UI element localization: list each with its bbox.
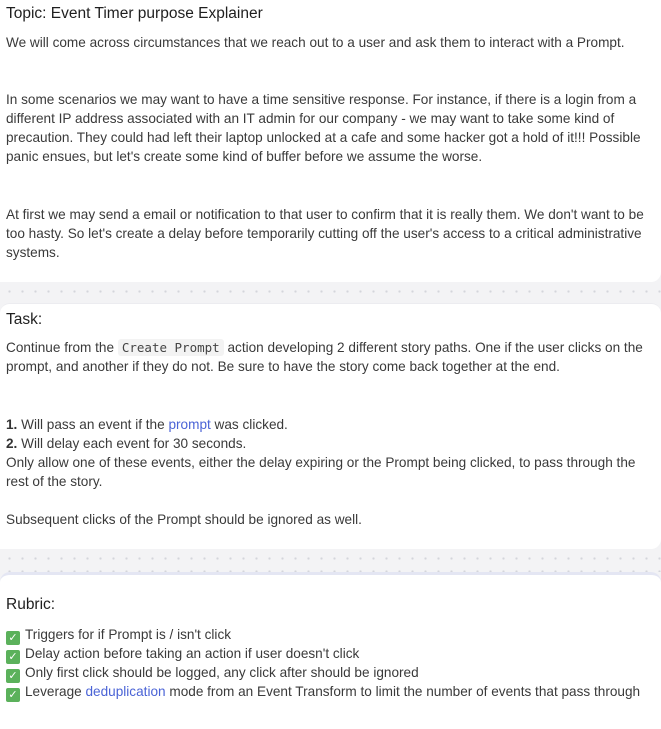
task-allow-text: Only allow one of these events, either the delay expiring or the Prompt being clicked, to pass through the rest of the story. — [6, 455, 636, 489]
check-mark-icon: ✓ — [6, 688, 20, 702]
prompt-link[interactable]: prompt — [168, 417, 211, 432]
task-step-2 — [6, 434, 654, 453]
rubric-item-text: Triggers for if Prompt is / isn't click — [25, 627, 232, 642]
task-card — [0, 303, 661, 549]
rubric-item-1 — [6, 625, 654, 645]
rubric-item-text: Delay action before taking an action if user doesn't click — [25, 646, 360, 661]
task-intro — [6, 338, 654, 376]
rubric-title: Rubric: — [6, 596, 56, 613]
task-intro-text: Continue from the — [6, 340, 118, 355]
step-1-text: Will pass an event if the — [17, 417, 169, 432]
step-1-text-2: was clicked. — [210, 417, 288, 432]
deduplication-link[interactable]: deduplication — [85, 684, 166, 699]
task-step-1 — [6, 415, 654, 434]
rubric-item-text: Leverage — [25, 684, 86, 699]
check-mark-icon: ✓ — [6, 669, 20, 683]
topic-paragraph-1: We will come across circumstances that we reach out to a user and ask them to interact with a Prompt. — [6, 35, 625, 50]
rubric-card — [0, 572, 661, 729]
rubric-item-2 — [6, 644, 654, 664]
step-2-number: 2. — [6, 436, 18, 451]
topic-title: Topic: Event Timer purpose Explainer — [6, 5, 263, 22]
topic-card — [0, 0, 661, 282]
check-mark-icon: ✓ — [6, 650, 20, 664]
create-prompt-code: Create Prompt — [118, 339, 224, 356]
check-mark-icon: ✓ — [6, 631, 20, 645]
task-subsequent-text: Subsequent clicks of the Prompt should be ignored as well. — [6, 512, 362, 527]
rubric-item-4 — [6, 682, 654, 702]
rubric-item-text: Only first click should be logged, any click after should be ignored — [25, 665, 419, 680]
rubric-item-text-2: mode from an Event Transform to limit the number of events that pass through — [165, 684, 641, 699]
task-intro-text-2: action developing 2 different story paths. One if the user clicks on the prompt, and another if they do not. Be sure to have the story come back together at the end. — [6, 340, 643, 374]
task-title: Task: — [6, 311, 43, 328]
topic-paragraph-3: At first we may send a email or notification to that user to confirm that it is really them. We don't want to be too hasty. So let's create a delay before temporarily cutting off the user's access to a critical administrative systems. — [6, 207, 644, 260]
rubric-item-3 — [6, 663, 654, 683]
dotted-background — [0, 282, 661, 303]
step-2-text: Will delay each event for 30 seconds. — [17, 436, 247, 451]
step-1-number: 1. — [6, 417, 18, 432]
dotted-background — [0, 549, 661, 572]
topic-paragraph-2: In some scenarios we may want to have a time sensitive response. For instance, if there is a login from a different IP address associated with an IT admin for our company - we may want to take some kind of precaution. They could had left their laptop unlocked at a cafe and some hacker got a hold of it!!! Possible panic ensues, but let's create some kind of buffer before we assume the worse. — [6, 92, 641, 164]
